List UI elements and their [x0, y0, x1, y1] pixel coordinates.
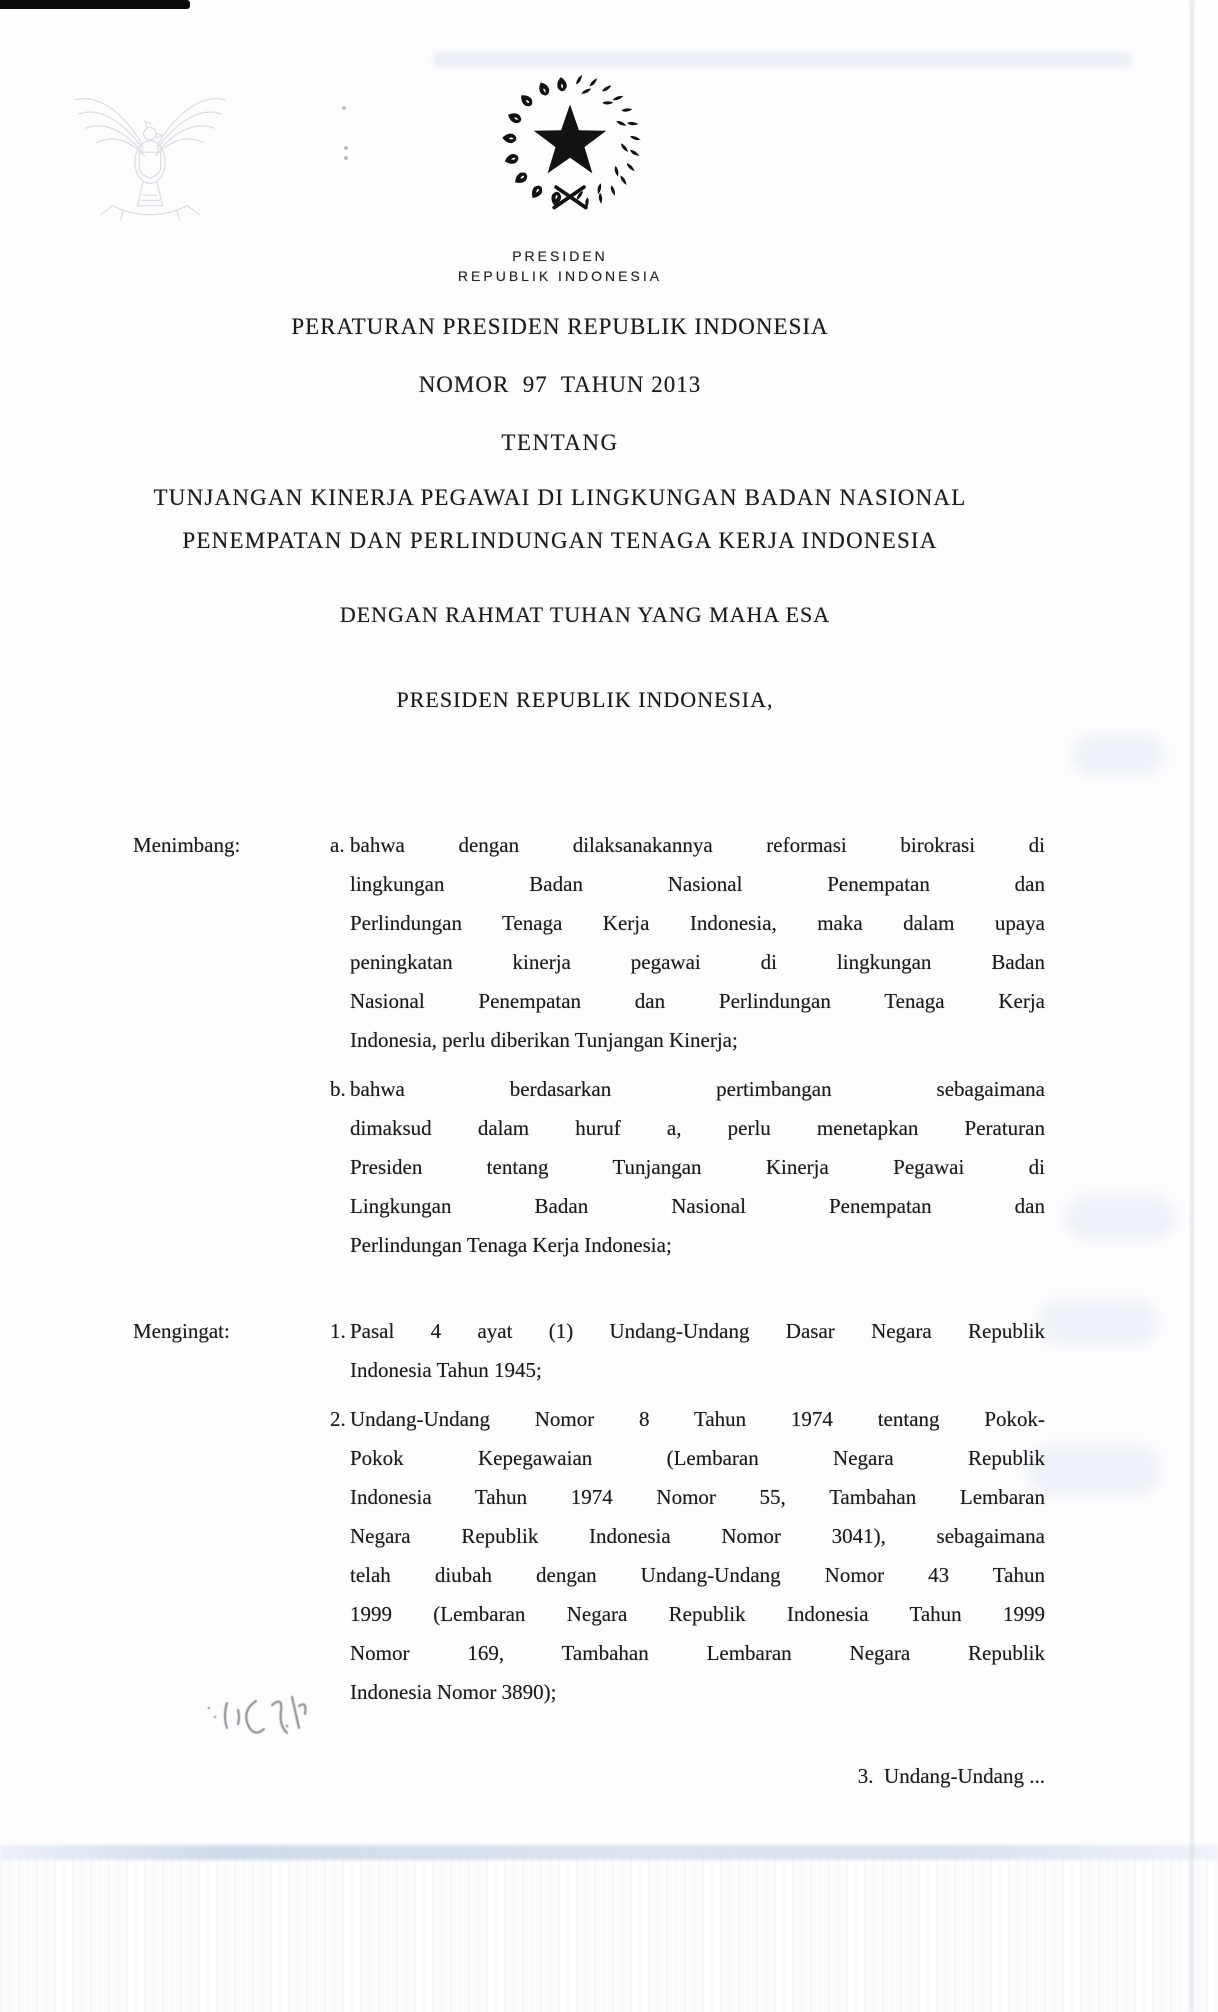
item-text: Undang-Undang Nomor 8 Tahun 1974 tentang Pokok- Pokok Kepegawaian (Lembaran Negara Republik Indonesia Tahun 1974 Nomor 55, Tambahan Lembaran Negara Republik Indonesia Nomor 3041), sebagaimana telah diubah dengan Undang-Undang Nomor 43 Tahun 1999 (Lembaran Negara Republik Indonesia Tahun 1999 Nomor 169, Tambahan Lembaran Negara Republik Indonesia Nomor 3890); [350, 1407, 1045, 1704]
item-text: bahwa berdasarkan pertimbangan sebagaimana dimaksud dalam huruf a, perlu menetapkan Peraturan Presiden tentang Tunjangan Kinerja Pegawai di Lingkungan Badan Nasional Penempatan dan Perlindungan Tenaga Kerja Indonesia; [350, 1077, 1045, 1257]
scan-artifact-smudge [1072, 735, 1164, 775]
scan-artifact-top-bar [0, 0, 190, 9]
item-marker: b. [330, 1077, 346, 1101]
scan-artifact-streaks [0, 1858, 1218, 2012]
item-marker: 1. [330, 1319, 346, 1343]
item-text: bahwa dengan dilaksanakannya reformasi birokrasi di lingkungan Badan Nasional Penempatan dan Perlindungan Tenaga Kerja Indonesia, maka dalam upaya peningkatan kinerja pegawai di lingkungan Badan Nasional Penempatan dan Perlindungan Tenaga Kerja Indonesia, perlu diberikan Tunjangan Kinerja; [350, 833, 1045, 1052]
scan-artifact-smudge [1028, 1445, 1160, 1495]
item-text: Pasal 4 ayat (1) Undang-Undang Dasar Negara Republik Indonesia Tahun 1945; [350, 1319, 1045, 1382]
scan-artifact-smudge [1065, 1195, 1175, 1240]
considering-items [330, 826, 1045, 1275]
letterhead-republik-indonesia: REPUBLIK INDONESIA [457, 268, 663, 284]
recalling-section [133, 1312, 1045, 1722]
considering-section [133, 826, 1045, 1275]
garuda-watermark-image [60, 48, 240, 253]
scan-artifact-smudge [1038, 1300, 1158, 1345]
subject-line-1: TUNJANGAN KINERJA PEGAWAI DI LINGKUNGAN BADAN NASIONAL [153, 485, 967, 510]
authority-line: PRESIDEN REPUBLIK INDONESIA, [396, 687, 774, 712]
considering-item-a [330, 826, 1045, 1060]
catchword-next-page: 3. Undang-Undang ... [857, 1764, 1045, 1788]
scan-artifact-right-edge [1190, 0, 1194, 2012]
recalling-item-1 [330, 1312, 1045, 1390]
scan-artifact-speck [344, 146, 348, 150]
about-label: TENTANG [501, 430, 619, 455]
item-marker: 2. [330, 1407, 346, 1431]
scan-artifact-top-wash [432, 52, 1132, 67]
regulation-number: NOMOR 97 TAHUN 2013 [418, 372, 702, 397]
recalling-label: Mengingat: [133, 1319, 230, 1343]
recalling-items [330, 1312, 1045, 1722]
scan-artifact-speck [344, 156, 348, 160]
regulation-type-title: PERATURAN PRESIDEN REPUBLIK INDONESIA [291, 314, 829, 339]
regulation-subject [0, 476, 1120, 562]
letterhead-presiden: PRESIDEN [512, 248, 608, 264]
considering-label: Menimbang: [133, 833, 241, 857]
presidential-star-emblem [492, 70, 648, 215]
recalling-item-2 [330, 1400, 1045, 1712]
scan-artifact-speck [342, 106, 346, 110]
considering-item-b [330, 1070, 1045, 1265]
subject-line-2: PENEMPATAN DAN PERLINDUNGAN TENAGA KERJA INDONESIA [182, 528, 938, 553]
letterhead [0, 246, 1120, 286]
item-marker: a. [330, 833, 345, 857]
invocation-line: DENGAN RAHMAT TUHAN YANG MAHA ESA [339, 602, 831, 627]
handwritten-initials-mark [200, 1688, 318, 1750]
